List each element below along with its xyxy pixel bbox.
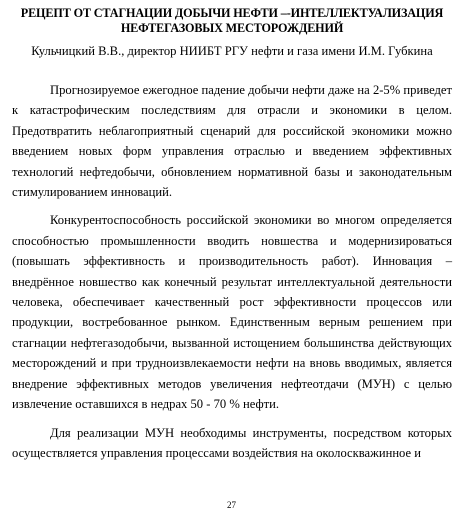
page-number: 27 [227,500,236,510]
paragraph: Конкурентоспособность российской экономики во многом определяется способностью промышленности вводить новшества и модернизироваться (повышать эффективность и производительность работ). Инновация – внедрённое новшество как конечный результат интеллектуальной деятельности человека, обеспечивает качественный рост эффективности процессов или продукции, востребованное рынком. Единственным верным решением при стагнации нефтегазодобычи, вызванной истощением большинства действующих месторождений и при трудноизвлекаемости нефти на вновь вводимых, является внедрение эффективных методов увеличения нефтеотдачи (МУН) с целью извлечение оставшихся в недрах 50 - 70 % нефти. [12,213,452,412]
article-body [12,80,452,463]
paragraph: Прогнозируемое ежегодное падение добычи нефти даже на 2-5% приведет к катастрофическим последствиям для отрасли и экономики в целом. Предотвратить неблагоприятный сценарий для российской экономики можно введением новых форм управления отраслью и введением эффективных технологий нефтедобычи, обновлением нормативной базы и законодательным стимулированием инноваций. [12,83,452,200]
article-title: РЕЦЕПТ ОТ СТАГНАЦИИ ДОБЫЧИ НЕФТИ –-ИНТЕЛЛЕКТУАЛИЗАЦИЯ НЕФТЕГАЗОВЫХ МЕСТОРОЖДЕНИЙ [20,6,444,35]
author-line: Кульчицкий В.В., директор НИИБТ РГУ нефти и газа имени И.М. Губкина [31,44,433,58]
paragraph: Для реализации МУН необходимы инструменты, посредством которых осуществляется управления процессами воздействия на околоскважинное и [12,425,452,460]
